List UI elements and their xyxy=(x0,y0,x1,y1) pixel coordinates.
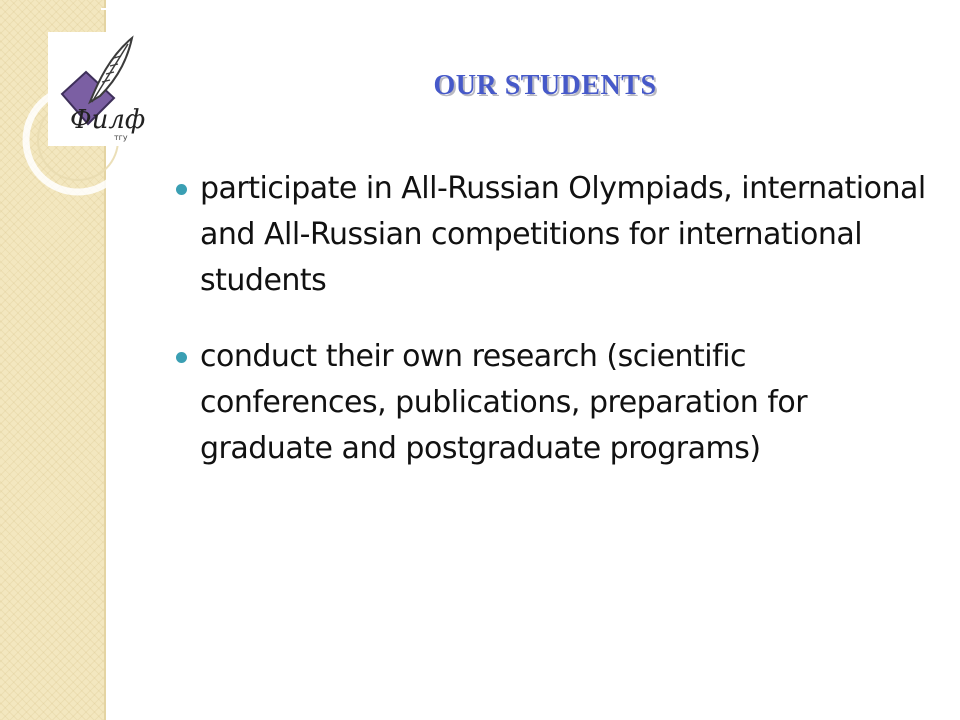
bullet-marker-icon xyxy=(176,184,187,195)
logo-wordmark: Филф xyxy=(70,105,146,135)
bullet-text: participate in All-Russian Olympiads, international and All-Russian competitions for international students xyxy=(200,171,926,298)
logo xyxy=(48,32,150,146)
logo-subtext: тгу xyxy=(114,133,128,142)
bullet-item xyxy=(176,166,936,304)
slide-title: OUR STUDENTS xyxy=(433,70,657,101)
bullet-marker-icon xyxy=(176,352,187,363)
feather-quill-logo-icon xyxy=(48,32,150,146)
bullet-text: conduct their own research (scientific conferences, publications, preparation for graduate and postgraduate programs) xyxy=(200,339,808,466)
bullet-item xyxy=(176,334,936,472)
bullet-list xyxy=(176,166,936,502)
